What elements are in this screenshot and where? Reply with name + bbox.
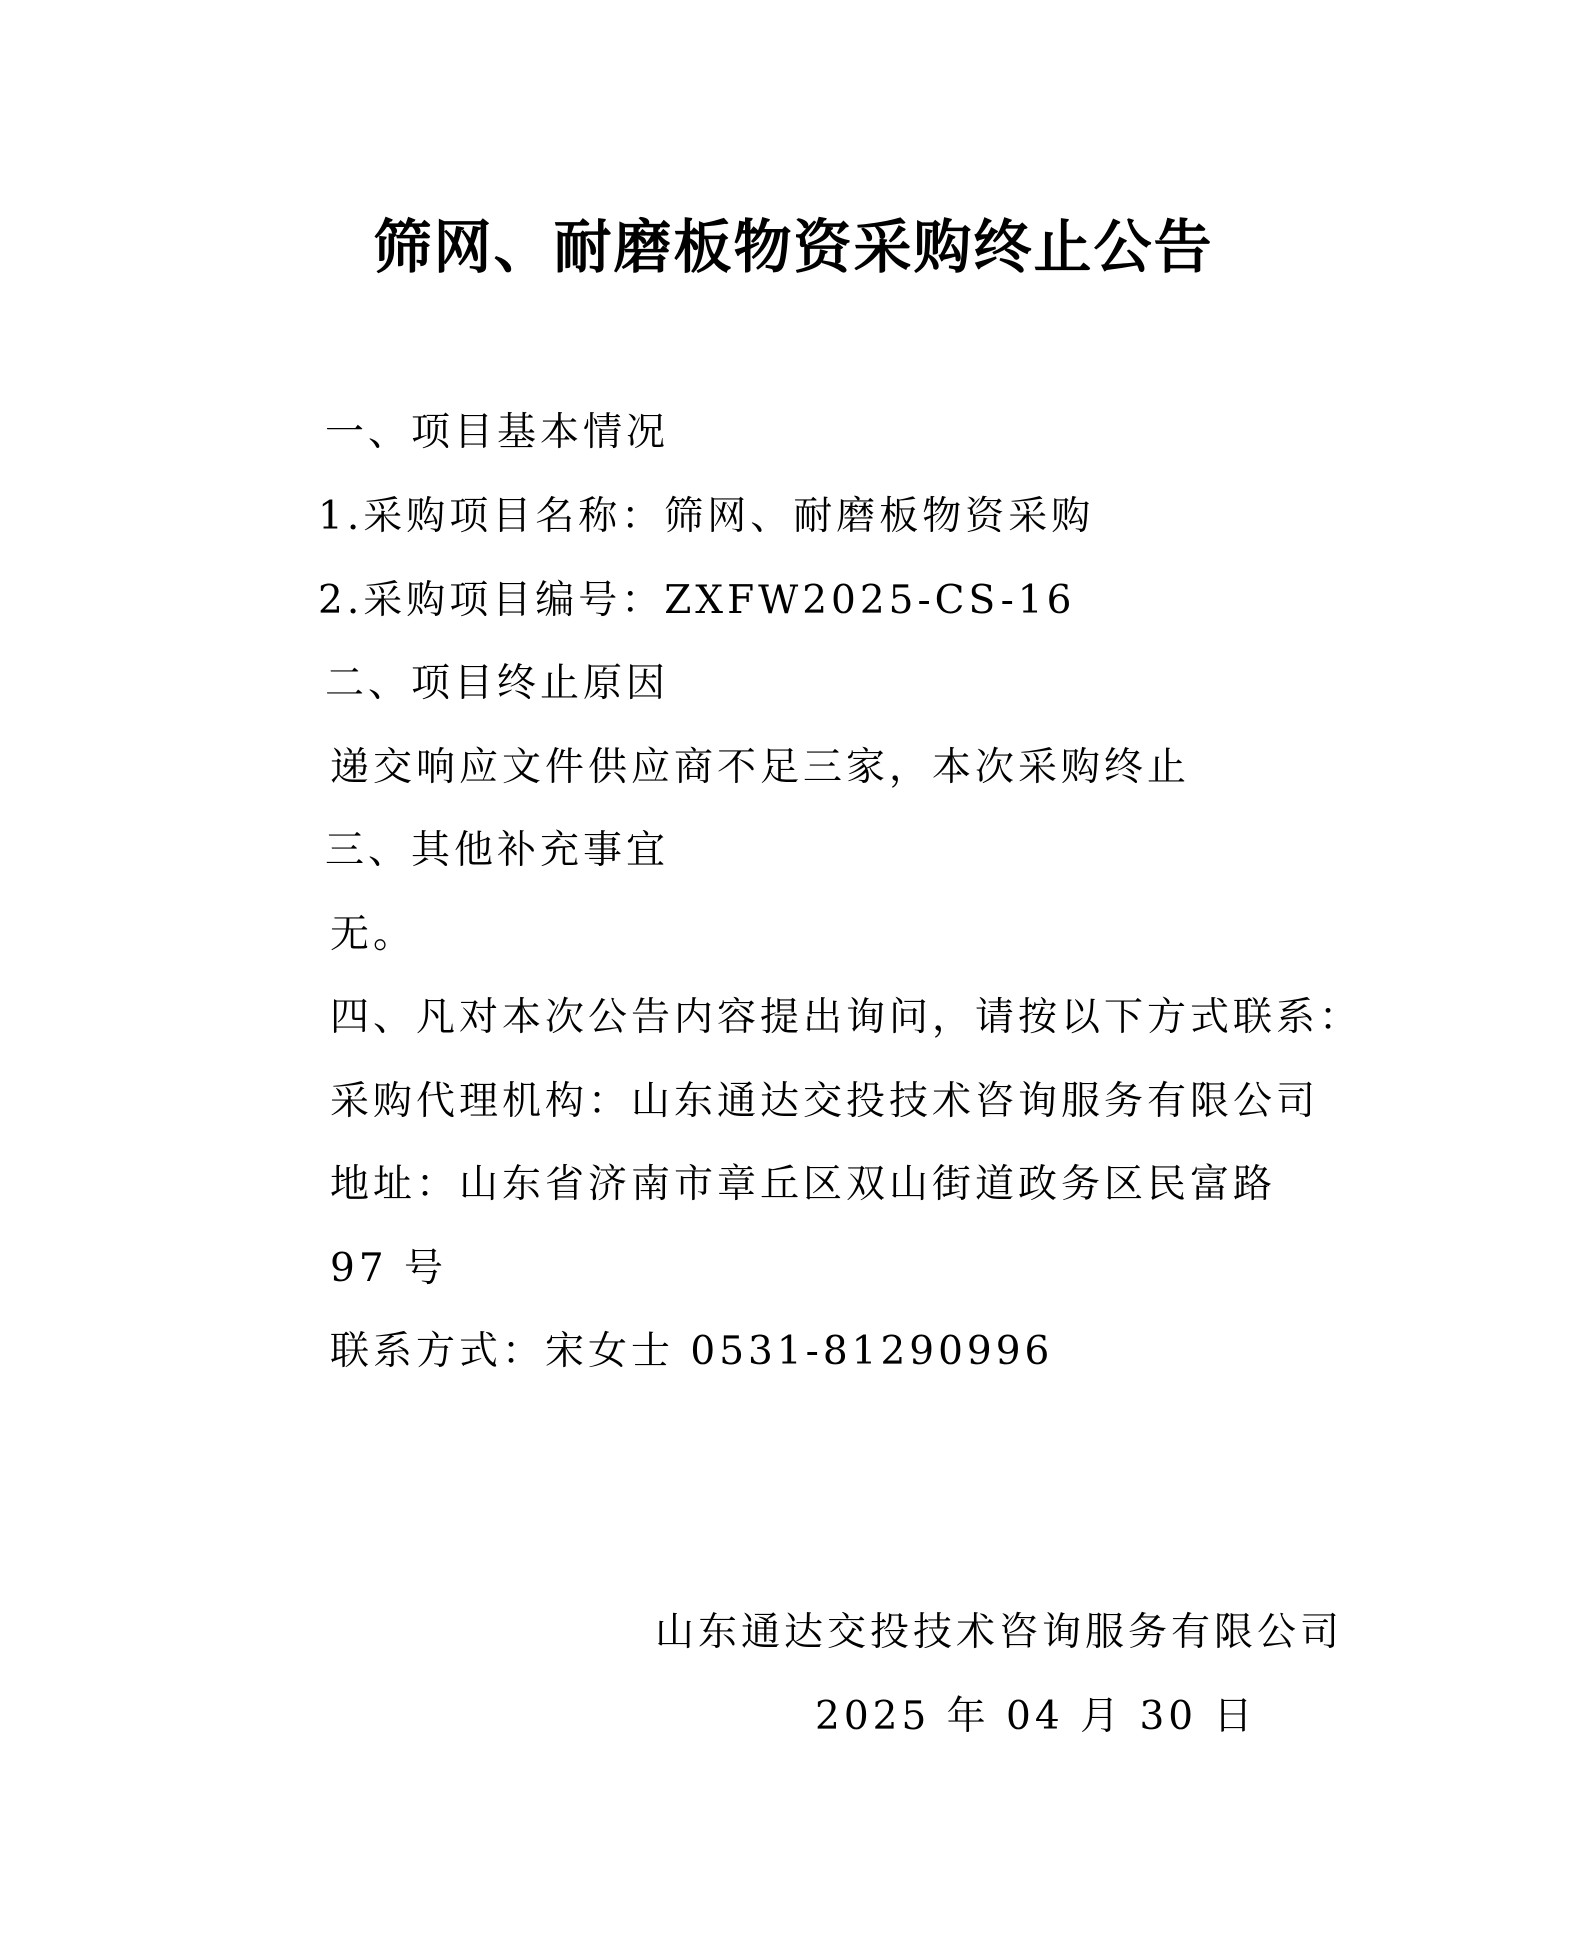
document-title: 筛网、耐磨板物资采购终止公告 [373, 213, 1214, 281]
project-name-line: 1.采购项目名称：筛网、耐磨板物资采购 [318, 494, 1095, 539]
signature-date: 2025 年 04 月 30 日 [815, 1694, 1257, 1739]
section-1-heading: 一、项目基本情况 [325, 410, 670, 455]
agency-line: 采购代理机构：山东通达交投技术咨询服务有限公司 [330, 1079, 1320, 1124]
supplement-text: 无。 [330, 912, 417, 957]
project-number-line: 2.采购项目编号：ZXFW2025-CS-16 [318, 578, 1076, 623]
address-line-2: 97 号 [330, 1246, 448, 1291]
address-line-1: 地址：山东省济南市章丘区双山街道政务区民富路 [330, 1162, 1277, 1207]
section-3-heading: 三、其他补充事宜 [325, 828, 670, 873]
section-4-heading: 四、凡对本次公告内容提出询问，请按以下方式联系： [330, 995, 1363, 1040]
signature-company: 山东通达交投技术咨询服务有限公司 [655, 1610, 1344, 1655]
termination-reason: 递交响应文件供应商不足三家，本次采购终止 [330, 745, 1191, 790]
section-2-heading: 二、项目终止原因 [325, 661, 670, 706]
contact-line: 联系方式：宋女士 0531-81290996 [330, 1329, 1054, 1374]
